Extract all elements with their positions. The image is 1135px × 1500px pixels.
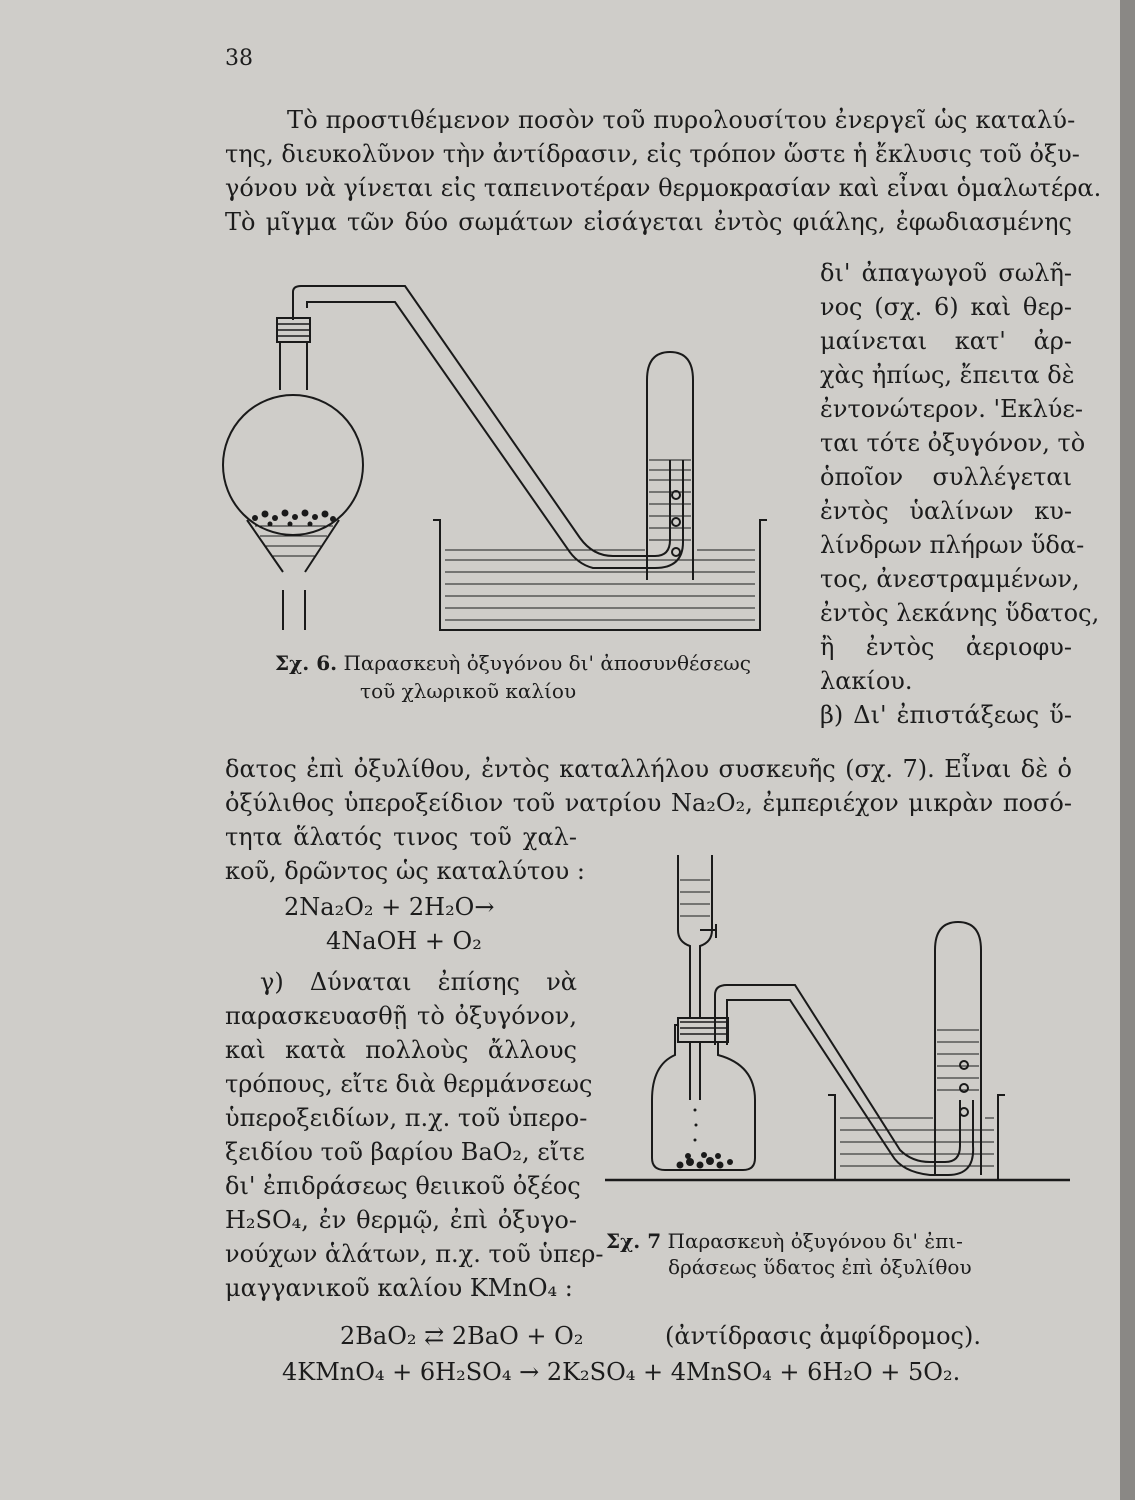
equation-line: 2Na₂O₂ + 2H₂O→ [284, 893, 495, 921]
text-line: γόνου νὰ γίνεται εἰς ταπεινοτέραν θερμοκρασίαν καὶ εἶναι ὁμαλωτέρα. [225, 174, 1102, 202]
equation-line: 4KMnO₄ + 6H₂SO₄ → 2K₂SO₄ + 4MnSO₄ + 6H₂O + 5O₂. [282, 1358, 961, 1386]
text-line: μαίνεται κατ' ἀρ- [820, 327, 1072, 355]
text-line: νούχων ἁλάτων, π.χ. τοῦ ὑπερ- [225, 1240, 604, 1268]
text-line: ὀξύλιθος ὑπεροξείδιον τοῦ νατρίου Na₂O₂, ἐμπεριέχον μικρὰν ποσό- [225, 789, 1072, 817]
text-line: δατος ἐπὶ ὀξυλίθου, ἐντὸς καταλλήλου συσκευῆς (σχ. 7). Εἶναι δὲ ὁ [225, 755, 1072, 783]
text-line: τρόπους, εἴτε διὰ θερμάνσεως [225, 1070, 593, 1098]
figure-7-diagram [600, 850, 1075, 1210]
text-line: της, διευκολῦνον τὴν ἀντίδρασιν, εἰς τρόπον ὥστε ἡ ἔκλυσις τοῦ ὀξυ- [225, 140, 1080, 168]
text-line: Τὸ μῖγμα τῶν δύο σωμάτων εἰσάγεται ἐντὸς φιάλης, ἐφωδιασμένης [225, 208, 1072, 236]
text-line: β) Δι' ἐπιστάξεως ὕ- [820, 701, 1072, 729]
text-line: ἐντὸς λεκάνης ὕδατος, [820, 599, 1100, 627]
text-line: μαγγανικοῦ καλίου KMnO₄ : [225, 1274, 573, 1302]
figure-6-caption-line1: Παρασκευὴ ὀξυγόνου δι' ἀποσυνθέσεως [343, 651, 751, 675]
equation-line: 4NaOH + O₂ [326, 927, 482, 955]
text-line: δι' ἐπιδράσεως θειικοῦ ὀξέος [225, 1172, 581, 1200]
text-line: κοῦ, δρῶντος ὡς καταλύτου : [225, 857, 585, 885]
equation-note: (ἀντίδρασις ἀμφίδρομος). [665, 1322, 981, 1350]
text-line: δι' ἀπαγωγοῦ σωλῆ- [820, 259, 1072, 287]
equation-line: 2BaO₂ ⇄ 2BaO + O₂ [340, 1322, 584, 1350]
text-line: ἐντὸς ὑαλίνων κυ- [820, 497, 1072, 525]
text-line: ξειδίου τοῦ βαρίου BaO₂, εἴτε [225, 1138, 585, 1166]
text-line: ὑπεροξειδίων, π.χ. τοῦ ὑπερο- [225, 1104, 588, 1132]
text-line: λίνδρων πλήρων ὕδα- [820, 531, 1085, 559]
figure-6-caption-line2: τοῦ χλωρικοῦ καλίου [360, 679, 577, 703]
text-line: ἢ ἐντὸς ἀεριοφυ- [820, 633, 1072, 661]
text-line: ἐντονώτερον. 'Εκλύε- [820, 395, 1083, 423]
page-number: 38 [225, 46, 253, 71]
text-line: χὰς ἠπίως, ἔπειτα δὲ [820, 361, 1075, 389]
figure-7-caption-line1: Παρασκευὴ ὀξυγόνου δι' ἐπι- [667, 1229, 963, 1253]
page-edge [1120, 0, 1135, 1500]
text-line: καὶ κατὰ πολλοὺς ἄλλους [225, 1036, 577, 1064]
text-line: τος, ἀνεστραμμένων, [820, 565, 1080, 593]
figure-7-caption-line2: δράσεως ὕδατος ἐπὶ ὀξυλίθου [668, 1255, 972, 1279]
figure-7-label: Σχ. 7 [606, 1229, 662, 1253]
text-line: ὁποῖον συλλέγεται [820, 463, 1072, 491]
text-line: Τὸ προστιθέμενον ποσὸν τοῦ πυρολουσίτου ἐνεργεῖ ὡς καταλύ- [287, 106, 1076, 134]
text-line: ται τότε ὀξυγόνον, τὸ [820, 429, 1086, 457]
figure-6-label: Σχ. 6. [275, 651, 338, 675]
text-line: τητα ἅλατός τινος τοῦ χαλ- [225, 823, 577, 851]
text-line: H₂SO₄, ἐν θερμῷ, ἐπὶ ὀξυγο- [225, 1206, 577, 1234]
figure-6-diagram [215, 280, 815, 660]
text-line: παρασκευασθῇ τὸ ὀξυγόνον, [225, 1002, 577, 1030]
text-line: λακίου. [820, 667, 913, 695]
figure-7-caption [606, 1228, 963, 1254]
text-line: νος (σχ. 6) καὶ θερ- [820, 293, 1072, 321]
figure-6-caption [275, 650, 751, 676]
text-line: γ) Δύναται ἐπίσης νὰ [260, 968, 577, 996]
